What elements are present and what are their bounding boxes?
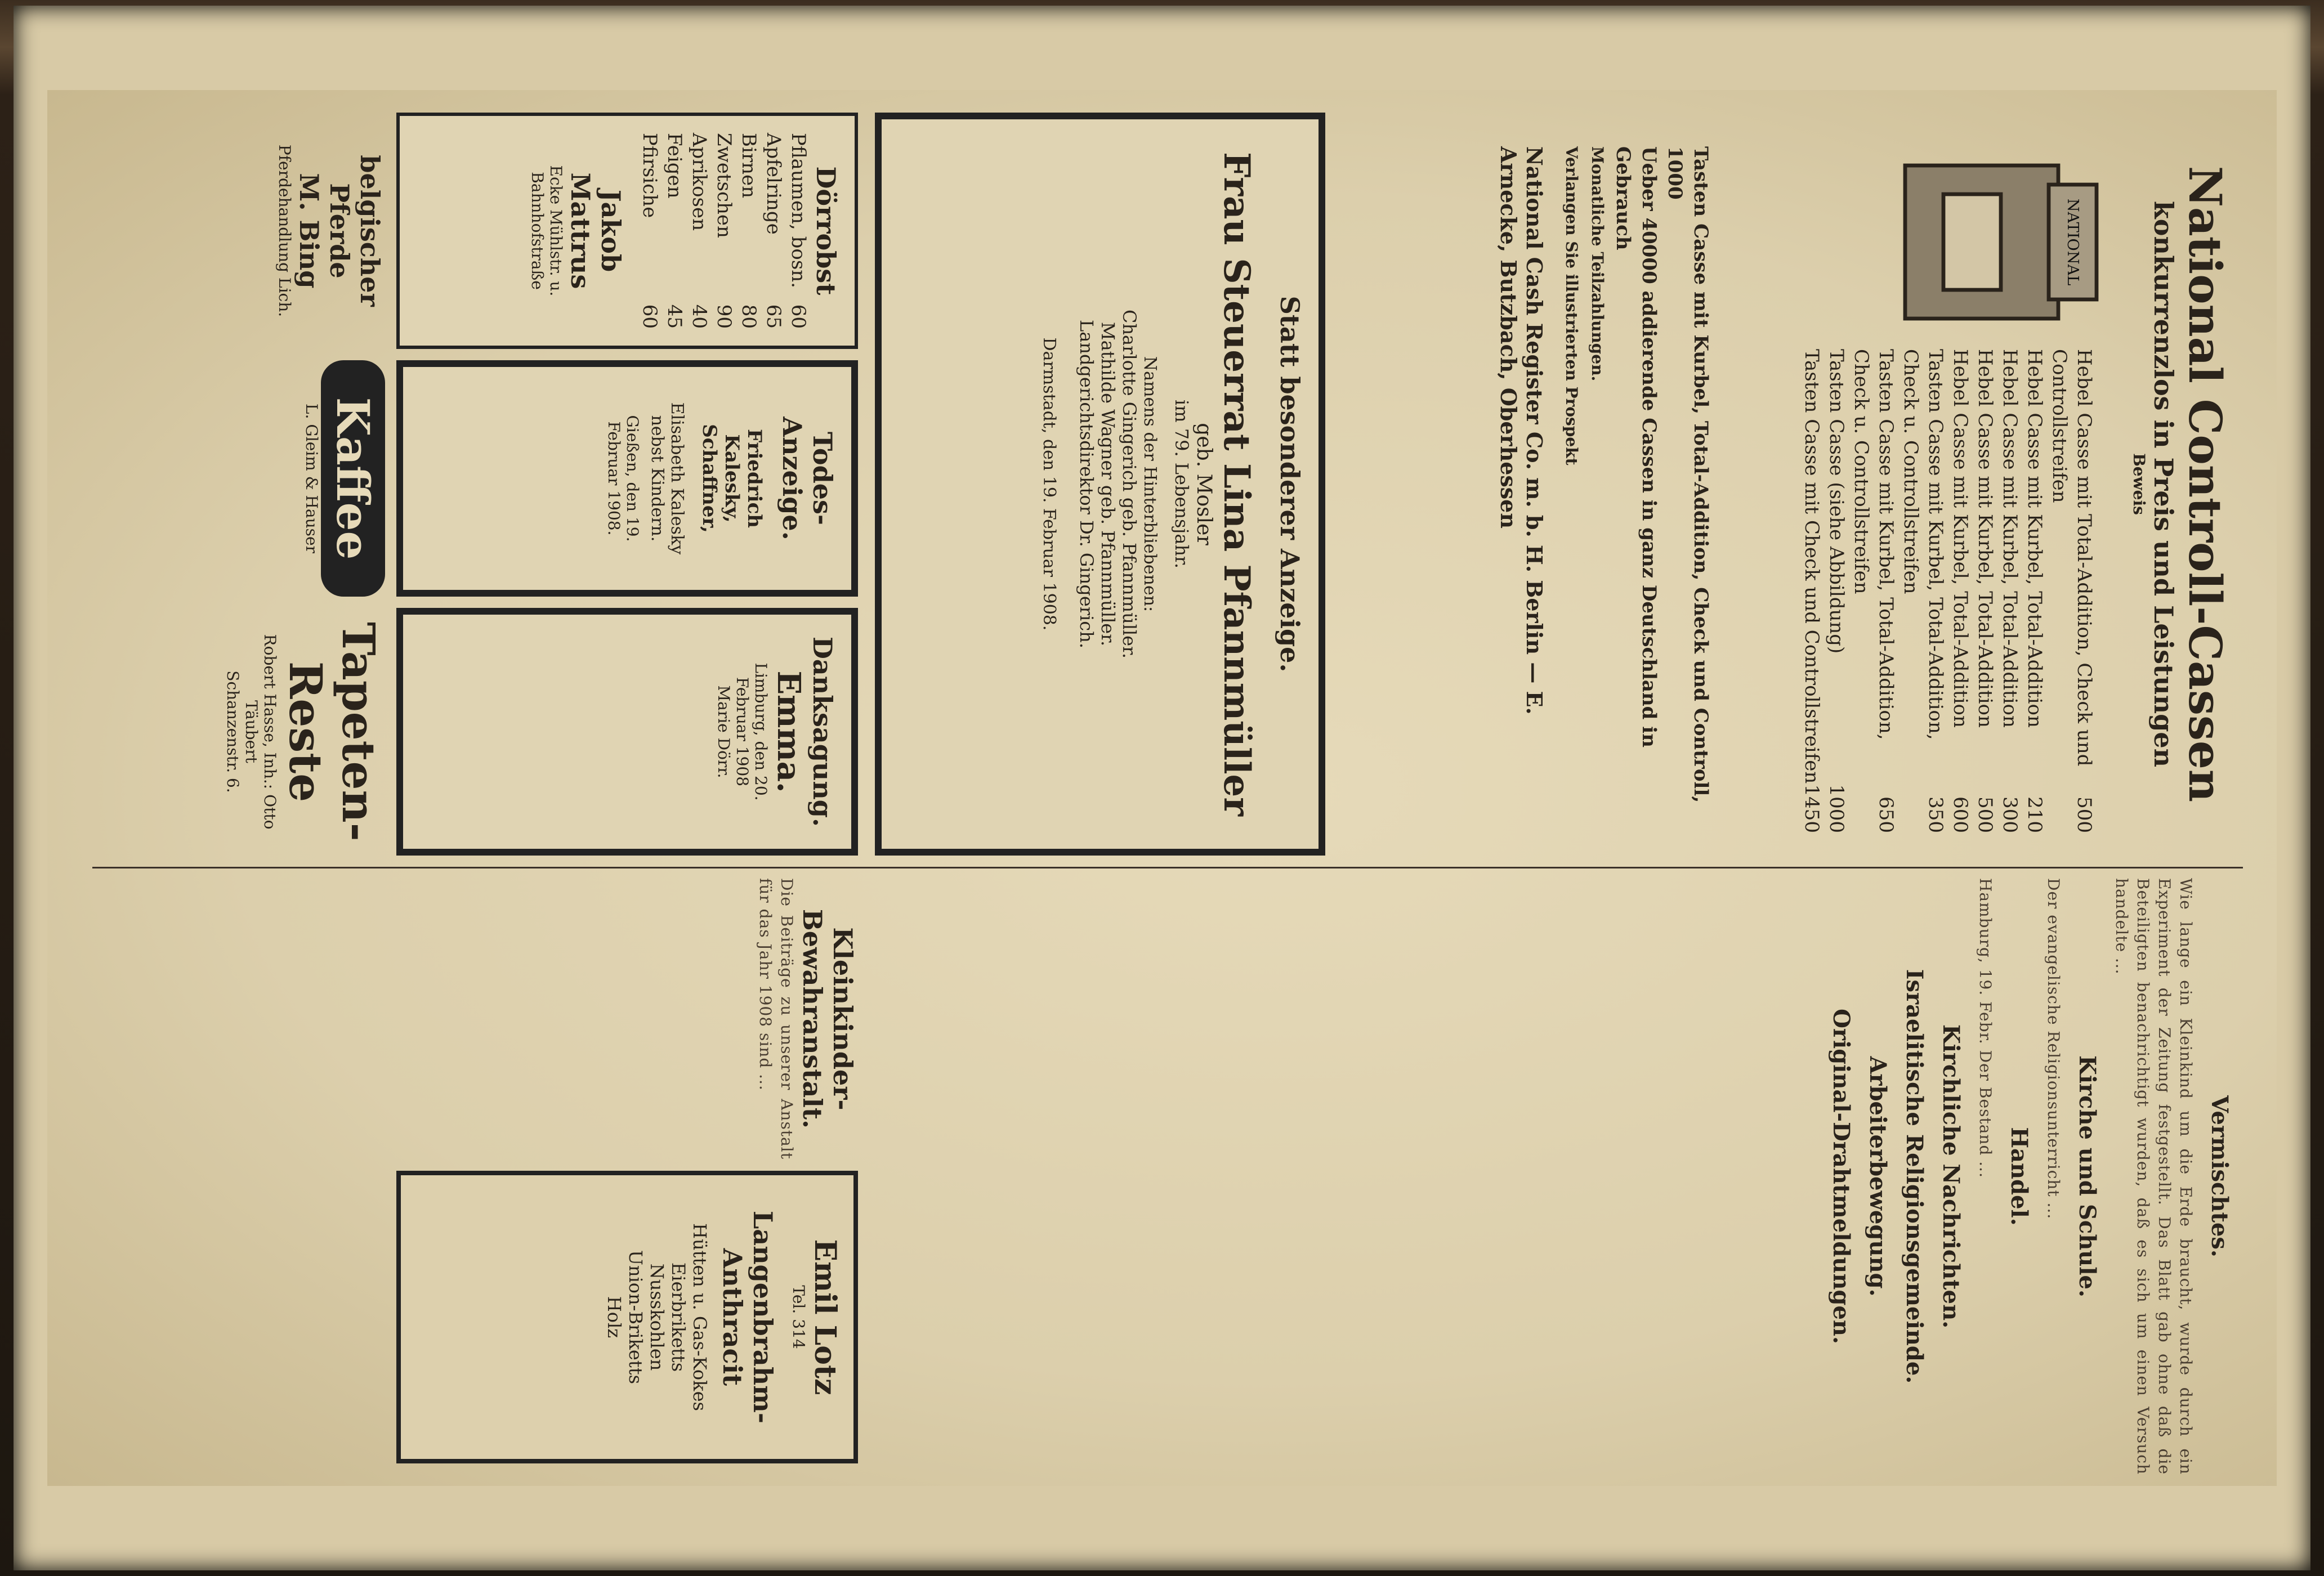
heading-kirchliche: Kirchliche Nachrichten. xyxy=(1938,1024,1964,1329)
lotz-tel: Tel. 314 xyxy=(789,1285,808,1349)
dank-name: Emma. xyxy=(770,670,807,793)
text-block: Der evangelische Religionsunterricht ... xyxy=(2044,878,2063,1220)
doerrobst-row-0: Pflaumen, bosn. 60 xyxy=(787,133,810,329)
lotz-sub: Langenbrahm-Anthracit xyxy=(717,1211,778,1423)
dank-sign: Marie Dörr. xyxy=(714,685,733,778)
cash-register-image xyxy=(1883,146,2119,338)
text-block: Die Beiträge zu unserer Anstalt für das Jahr 1908 sind ... xyxy=(756,878,796,1159)
lotz-item-4: Holz xyxy=(604,1296,625,1338)
doerrobst-row-5: Feigen 45 xyxy=(663,133,686,329)
national-product-row-4: Hebel Casse mit Kurbel, Total-Addition 600 xyxy=(1949,349,1972,833)
national-product-row-6: Tasten Casse mit Kurbel, Total-Addition, Check u. Controllstreifen 650 xyxy=(1850,349,1897,833)
national-advert xyxy=(1342,113,2243,856)
todes-name: Friedrich Kalesky, Schaffner, xyxy=(698,424,766,533)
national-product-list xyxy=(1799,349,2097,833)
anzeige-h2: Mathilde Wagner geb. Pfannmüller. xyxy=(1097,321,1119,647)
national-footer: Tasten Casse mit Kurbel, Total-Addition, Check und Controll, 1000 Ueber 40000 addierende Cassen in ganz Deutschland in Gebrauch Monatliche Teilzahlungen. Verlangen Sie illustrierten Prospekt National Cash Register Co. m. b. H. Berlin — E. Arnecke, Butzbach, Oberhessen xyxy=(1496,146,1712,803)
todes-anzeige-box xyxy=(396,360,858,597)
doerrobst-row-2: Birnen 80 xyxy=(738,133,760,329)
national-product-row-0: Hebel Casse mit Total-Addition, Check und Controllstreifen 500 xyxy=(2048,349,2095,833)
tapeten-seller: Robert Hasse, Inh.: Otto Täubert xyxy=(242,634,279,830)
anzeige-h3: Landgerichtsdirektor Dr. Gingerich. xyxy=(1076,320,1097,648)
kleinkinder-notice xyxy=(754,878,858,1159)
tapeten-advert xyxy=(224,608,385,856)
text-block: Hamburg, 19. Febr. Der Bestand ... xyxy=(1976,878,1995,1178)
lotz-item-1: Eierbriketts xyxy=(668,1262,689,1372)
anzeige-name: Frau Steuerrat Lina Pfannmüller xyxy=(1215,152,1258,816)
tapeten-street: Schanzenstr. 6. xyxy=(224,670,242,793)
doerrobst-row-3: Zwetschen 90 xyxy=(713,133,735,329)
machine-label: NATIONAL xyxy=(2064,198,2081,286)
pferde-sub: Pferdehandlung Lich. xyxy=(275,144,294,317)
national-title: National Controll-Cassen xyxy=(2179,165,2232,803)
kaffee-title: Kaffee xyxy=(321,360,385,597)
national-product-row-3: Hebel Casse mit Kurbel, Total-Addition 500 xyxy=(1974,349,1996,833)
todes-place: Elisabeth Kalesky nebst Kindern. xyxy=(647,402,687,555)
heading-arbeiter: Arbeiterbewegung. xyxy=(1865,1056,1891,1297)
doerrobst-row-6: Pfirsiche 60 xyxy=(638,133,661,329)
heading-israel: Israelitische Religionsgemeinde. xyxy=(1901,969,1928,1384)
doerrobst-row-1: Apfelringe 65 xyxy=(762,133,785,329)
todes-title: Todes-Anzeige. xyxy=(777,417,838,540)
danksagung-box xyxy=(396,608,858,856)
national-product-row-8: Tasten Casse mit Check und Controllstreifen 1450 xyxy=(1800,349,1823,833)
heading-kirche: Kirche und Schule. xyxy=(2074,1055,2100,1297)
doerrobst-merchant: Jakob Mattrus xyxy=(565,172,626,289)
kaffee-advert xyxy=(302,360,385,597)
pferde-advert xyxy=(275,113,385,349)
page-paper xyxy=(47,90,2277,1486)
anzeige-place: Darmstadt, den 19. Februar 1908. xyxy=(1039,337,1059,631)
pferde-title: belgischer Pferde xyxy=(324,155,385,307)
anzeige-title: Statt besonderer Anzeige. xyxy=(1275,296,1305,673)
doerrobst-row-4: Aprikosen 40 xyxy=(688,133,710,329)
heading-vermischtes: Vermischtes. xyxy=(2206,1095,2233,1257)
kaffee-firm: L. Gleim & Hauser xyxy=(302,404,321,553)
lotz-item-2: Nusskohlen xyxy=(646,1263,668,1371)
national-beweis: Beweis xyxy=(2130,453,2148,515)
tapeten-title: Tapeten-Reste xyxy=(279,622,385,841)
pferde-dealer: M. Bing xyxy=(294,173,324,289)
lotz-item-3: Union-Briketts xyxy=(625,1250,646,1384)
lotz-advert xyxy=(396,1171,858,1463)
newspaper-page xyxy=(14,6,2310,1570)
dank-place: Limburg, den 20. Februar 1908 xyxy=(733,662,770,801)
column-rule xyxy=(92,867,2243,868)
anzeige-namens: Namens der Hinterbliebenen: xyxy=(1140,356,1160,612)
national-product-row-5: Tasten Casse mit Kurbel, Total-Addition, Check u. Controllstreifen 350 xyxy=(1900,349,1947,833)
dank-title: Danksagung. xyxy=(807,637,838,827)
anzeige-age: im 79. Lebensjahr. xyxy=(1171,399,1192,568)
doerrobst-advert xyxy=(396,113,858,349)
doerrobst-title: Dörrobst xyxy=(811,166,841,296)
heading-original: Original-Drahtmeldungen. xyxy=(1828,1009,1854,1344)
lotz-item-0: Hütten u. Gas-Kokes xyxy=(689,1223,710,1411)
kleinkinder-title: Kleinkinder-Bewahranstalt. xyxy=(797,908,858,1129)
doerrobst-merchant2: Ecke Mühlstr. u. Bahnhofstraße xyxy=(528,165,565,297)
national-product-row-7: Tasten Casse (siehe Abbildung) 1000 xyxy=(1825,349,1848,833)
anzeige-h1: Charlotte Gingerich geb. Pfannmüller. xyxy=(1119,309,1140,659)
national-product-row-2: Hebel Casse mit Kurbel, Total-Addition 300 xyxy=(1999,349,2021,833)
anzeige-geb: geb. Mosler xyxy=(1192,423,1215,545)
text-block: Wie lange ein Kleinkind um die Erde braucht, wurde durch ein Experiment der Zeitung festgestellt. Das Blatt gab ohne daß die Beteiligten benachrichtigt wurden, daß es sich um einen Versuch handelte ... xyxy=(2112,878,2195,1475)
heading-handel: Handel. xyxy=(2006,1127,2032,1226)
death-notice-box xyxy=(875,113,1325,856)
todes-date: Gießen, den 19. Februar 1908. xyxy=(605,415,642,542)
national-product-row-1: Hebel Casse mit Kurbel, Total-Addition 210 xyxy=(2023,349,2046,833)
national-subtitle: konkurrenzlos in Preis und Leistungen xyxy=(2148,200,2179,768)
lotz-name: Emil Lotz xyxy=(808,1239,842,1395)
